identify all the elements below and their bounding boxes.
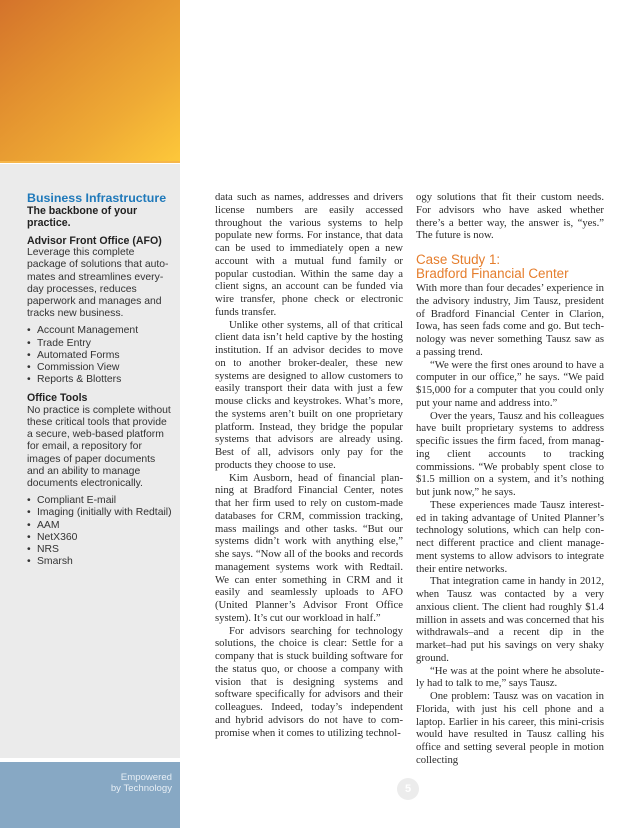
section-text-office-tools: No practice is complete without these critical tools that provide a secure, web-based platform for email, a repository for images of paper documents and an ability to manage documents electronically. (27, 404, 171, 490)
footer-tagline-line2: by Technology (110, 783, 172, 794)
footer-band (0, 762, 180, 828)
paragraph: Over the years, Tausz and his colleagues have built proprietary systems to address specific issues the firm faced, from managing client accounts to tracking commissions. “We probably spent close to $1.5 million on a system, and it’s nothing but junk now,” he says. (416, 409, 604, 499)
sidebar-title: Business Infrastructure (27, 191, 167, 205)
case-study-heading (416, 253, 604, 280)
list-item: • AAM (27, 520, 172, 532)
page-number-badge: 5 (397, 778, 419, 800)
paragraph: ogy solutions that fit their custom needs. For advisors who have asked whether there’s a better way, the answer is, “yes.” The future is now. (416, 191, 604, 242)
paragraph: “We were the first ones around to have a computer in our office,” he says. “We paid $15,000 for a computer that you could only put your name and address into.” (416, 358, 604, 409)
list-item: • Imaging (initially with Redtail) (27, 507, 172, 519)
list-item: • Compliant E-mail (27, 495, 172, 507)
paragraph: data such as names, addresses and drivers license numbers are easily accessed throughout the various systems to help populate new forms. For instance, that data can be used to immediately open a new account with a mutual fund family or popular custodian. Within the same day a client signs, an account can be funded via wire transfer, phone check or electronic funds transfer. (215, 191, 403, 318)
section-heading-office-tools: Office Tools (27, 392, 88, 405)
list-item: • Account Management (27, 325, 172, 337)
list-item: • Commission View (27, 362, 172, 374)
header-divider (0, 161, 180, 163)
afo-feature-list (27, 325, 172, 386)
header-gradient-block (0, 0, 180, 161)
office-tools-list (27, 495, 172, 568)
paragraph: For advisors searching for technology solutions, the choice is clear: Settle for a company that is stuck building software for the status quo, or choose a company with vision that is designing systems and software specifically for advisors and their colleagues. Indeed, today’s independent and hybrid advisors do not have to compromise when it comes to utilizing technol- (215, 624, 403, 739)
sidebar (0, 164, 180, 758)
list-item: • Trade Entry (27, 338, 172, 350)
paragraph: Unlike other systems, all of that critical client data isn’t held captive by the hosting institution. If an advisor decides to move on to another broker-dealer, these new systems are designed to allow customers to easily transport their data with just a few mouse clicks and keystrokes. What’s more, the systems aren’t built on one proprietary platform. Instead, they bridge the popular systems that advisors are already using. Best of all, advisors only pay for the products they choose to use. (215, 318, 403, 471)
section-heading-afo: Advisor Front Office (AFO) (27, 234, 162, 247)
list-item: • NRS (27, 544, 172, 556)
paragraph: Kim Ausborn, head of financial planning at Bradford Financial Center, notes that her firm used to rely on custom-made databases for CRM, commission tracking, mass mailings and other tasks. “But our systems didn’t work with anything else,” she says. “Now all of the books and records management systems work with Redtail. We can enter something in CRM and it easily and seamlessly uploads to AFO (United Planner’s Advisor Front Office system). It’s cut our workload in half.” (215, 471, 403, 624)
list-item: • Automated Forms (27, 350, 172, 362)
body-column-1 (215, 191, 403, 739)
footer-tagline-line1: Empowered (120, 772, 172, 783)
paragraph: These experiences made Tausz interested in taking advantage of United Planner’s technology solutions, which can help connect different practice and client management systems to allow advisors to integrate their entire networks. (416, 498, 604, 575)
list-item: • NetX360 (27, 532, 172, 544)
section-text-afo: Leverage this complete package of solutions that auto-mates and streamlines every-day processes, reduces paperwork and manages and tracks new business. (27, 247, 169, 320)
case-study-heading-line1: Case Study 1: (416, 252, 501, 267)
paragraph: That integration came in handy in 2012, when Tausz was contacted by a very anxious client. The client had roughly $1.4 million in assets and was concerned that his withdrawals–and a recent dip in the market–had put his savings on very shaky ground. (416, 575, 604, 664)
list-item: • Smarsh (27, 556, 172, 568)
paragraph: With more than four decades’ experience in the advisory industry, Jim Tausz, president of Bradford Financial Center in Clarion, Iowa, has seen fads come and go. But technology was never something Tausz saw as a passing trend. (416, 282, 604, 358)
case-study-heading-line2: Bradford Financial Center (416, 265, 569, 281)
list-item: • Reports & Blotters (27, 374, 172, 386)
sidebar-subtitle: The backbone of your practice. (27, 205, 138, 230)
paragraph: “He was at the point where he absolutely had to talk to me,” says Tausz. (416, 664, 604, 690)
body-column-2 (416, 191, 604, 767)
paragraph: One problem: Tausz was on vacation in Florida, with just his cell phone and a laptop. Earlier in his career, this mini-crisis would have resulted in Tausz calling his office and setting several people in motion collecting (416, 690, 604, 766)
